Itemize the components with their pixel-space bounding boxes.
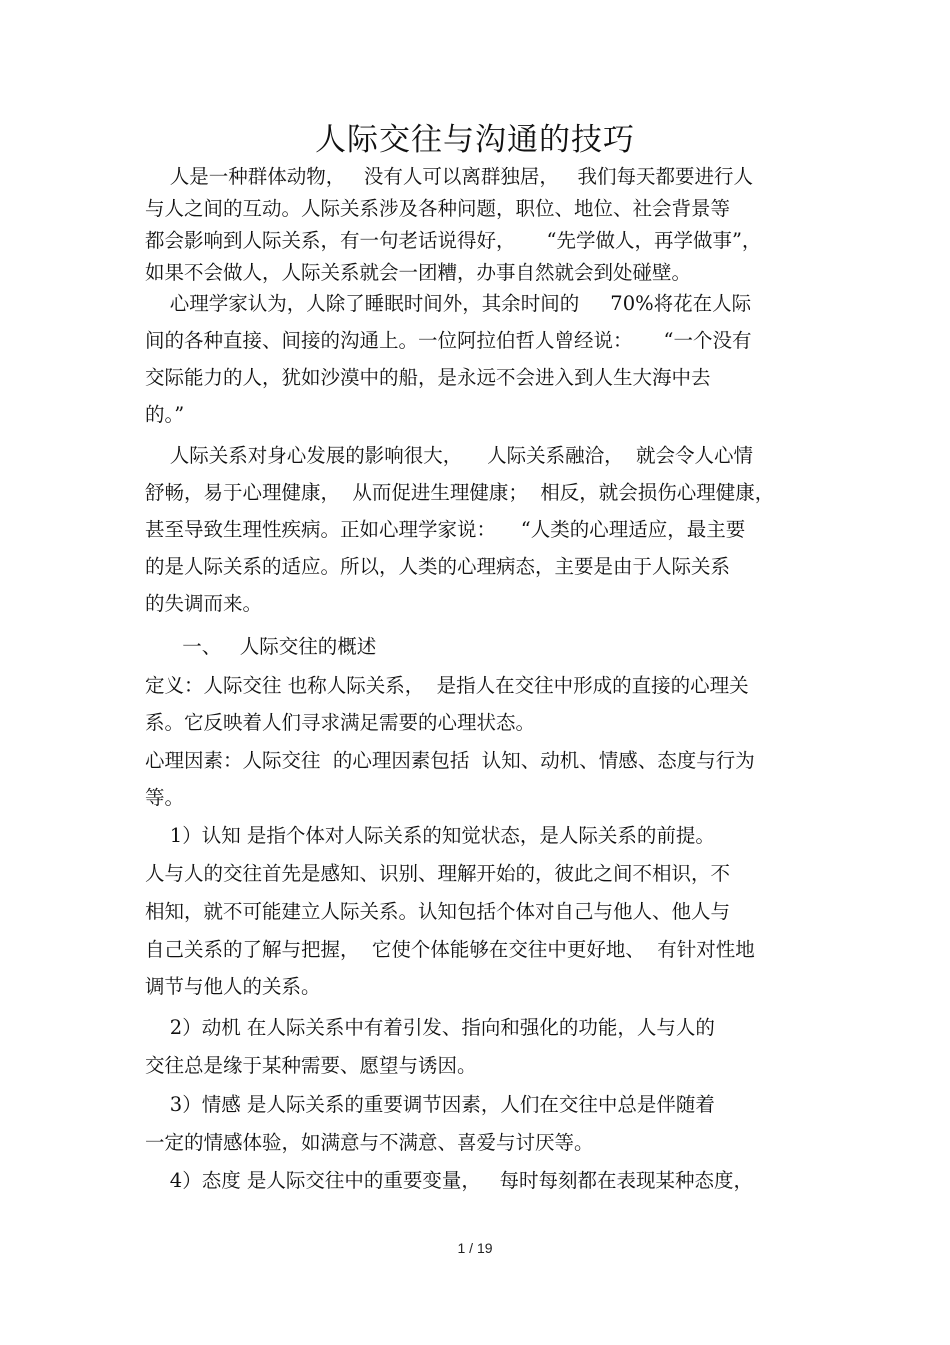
body-line: 人是一种群体动物， 没有人可以离群独居， 我们每天都要进行人 (145, 165, 753, 188)
body-line: 2）动机 在人际关系中有着引发、指向和强化的功能，人与人的 (145, 1016, 715, 1039)
body-line: 交往总是缘于某种需要、愿望与诱因。 (145, 1054, 477, 1077)
document-title: 人际交往与沟通的技巧 (315, 122, 635, 158)
body-line: 的是人际关系的适应。所以，人类的心理病态，主要是由于人际关系 (145, 555, 731, 578)
body-line: 甚至导致生理性疾病。正如心理学家说： “人类的心理适应，最主要 (145, 518, 746, 541)
body-line: 等。 (145, 786, 185, 809)
body-line: 自己关系的了解与把握， 它使个体能够在交往中更好地、 有针对性地 (145, 938, 755, 961)
body-line: 人与人的交往首先是感知、识别、理解开始的，彼此之间不相识，不 (145, 862, 731, 885)
body-line: 一定的情感体验，如满意与不满意、喜爱与讨厌等。 (145, 1131, 594, 1154)
body-line: 人际关系对身心发展的影响很大， 人际关系融洽， 就会令人心情 (145, 444, 753, 467)
body-line: 的失调而来。 (145, 592, 263, 615)
body-line: 3）情感 是人际关系的重要调节因素，人们在交往中总是伴随着 (145, 1093, 715, 1116)
body-line: 舒畅，易于心理健康， 从而促进生理健康； 相反，就会损伤心理健康， (145, 481, 775, 504)
body-line: 心理因素：人际交往 的心理因素包括 认知、动机、情感、态度与行为 (145, 749, 755, 772)
body-line: 间的各种直接、间接的沟通上。一位阿拉伯哲人曾经说： “一个没有 (145, 329, 752, 352)
body-line: 一、 人际交往的概述 (145, 635, 377, 658)
body-line: 交际能力的人，犹如沙漠中的船，是永远不会进入到人生大海中去 (145, 366, 711, 389)
body-line: 如果不会做人，人际关系就会一团糟，办事自然就会到处碰壁。 (145, 261, 692, 284)
body-line: 4）态度 是人际交往中的重要变量， 每时每刻都在表现某种态度， (145, 1169, 753, 1192)
body-line: 定义：人际交往 也称人际关系， 是指人在交往中形成的直接的心理关 (145, 674, 749, 697)
body-line: 系。它反映着人们寻求满足需要的心理状态。 (145, 711, 536, 734)
body-line: 都会影响到人际关系，有一句老话说得好， “先学做人，再学做事”， (145, 229, 762, 252)
page-number: 1 / 19 (457, 1240, 493, 1256)
body-line: 与人之间的互动。人际关系涉及各种问题，职位、地位、社会背景等 (145, 197, 731, 220)
body-line: 1）认知 是指个体对人际关系的知觉状态，是人际关系的前提。 (145, 824, 715, 847)
body-line: 调节与他人的关系。 (145, 975, 321, 998)
body-line: 心理学家认为，人除了睡眠时间外，其余时间的 70%将花在人际 (145, 292, 752, 315)
body-line: 相知，就不可能建立人际关系。认知包括个体对自己与他人、他人与 (145, 900, 731, 923)
body-line: 的。” (145, 403, 185, 426)
